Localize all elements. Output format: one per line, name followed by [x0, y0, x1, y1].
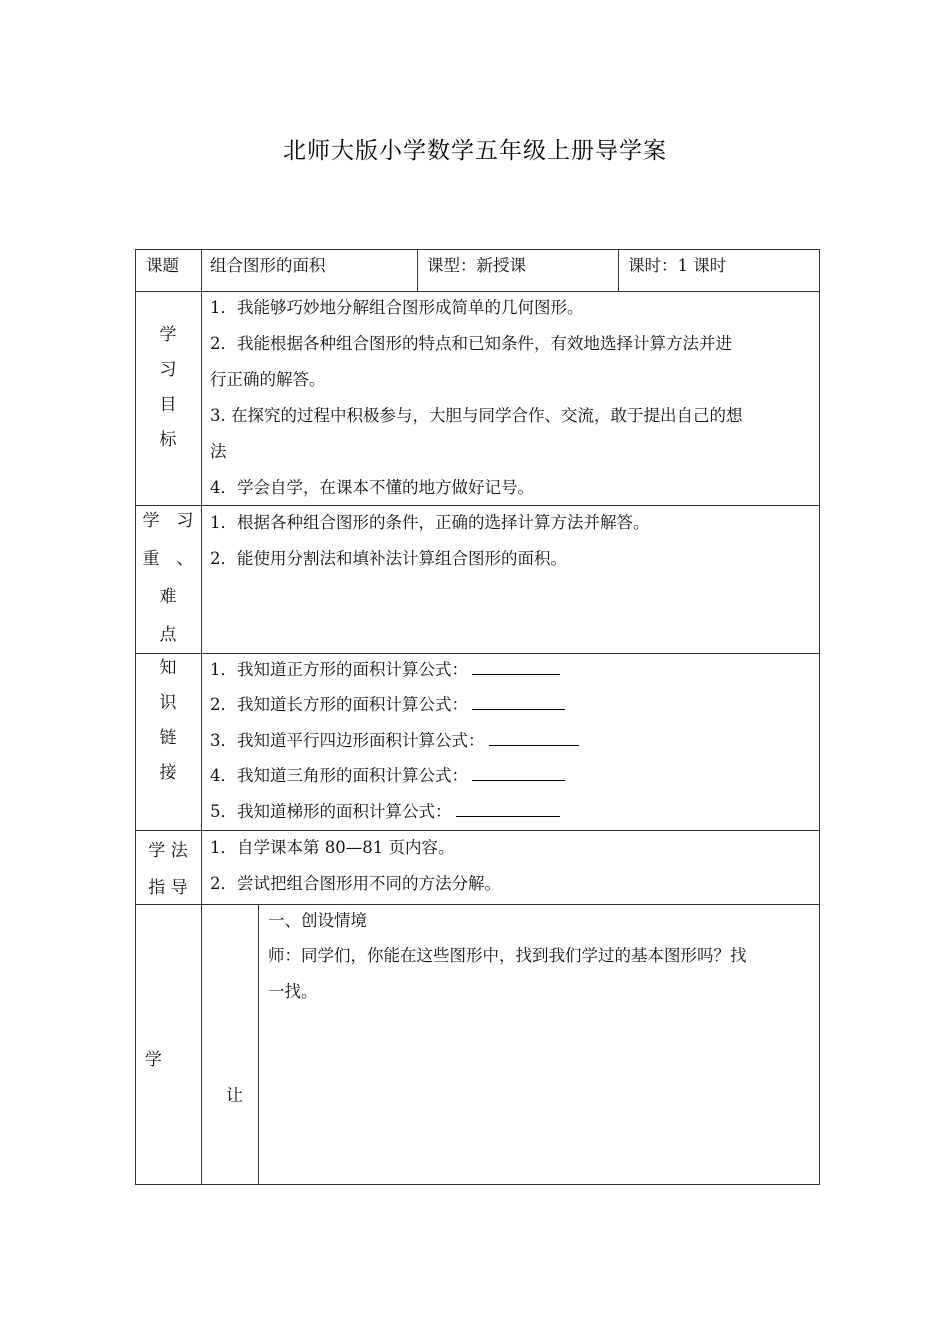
process-label: 学: [145, 1050, 162, 1070]
lesson-type: 课型：新授课: [427, 256, 526, 275]
key-points-label: 学 习 重 、 难 点: [142, 511, 194, 645]
objective-line: 1．我能够巧妙地分解组合图形成简单的几何图形。: [210, 298, 584, 317]
lesson-hours: 课时：1 课时: [628, 256, 727, 275]
table-rule: [135, 904, 820, 905]
answer-blank[interactable]: [472, 765, 565, 781]
objective-line: 法: [210, 442, 227, 461]
method-line: 1．自学课本第 80—81 页内容。: [210, 838, 455, 857]
objective-line: 2．我能根据各种组合图形的特点和已知条件，有效地选择计算方法并进: [210, 334, 732, 353]
answer-blank[interactable]: [472, 659, 560, 675]
knowledge-line: 3．我知道平行四边形面积计算公式：: [210, 727, 579, 751]
table-rule: [135, 830, 820, 831]
table-rule: [135, 505, 820, 506]
key-point-line: 1．根据各种组合图形的条件，正确的选择计算方法并解答。: [210, 513, 650, 532]
topic-value: 组合图形的面积: [210, 256, 326, 275]
objective-line: 3. 在探究的过程中积极参与，大胆与同学合作、交流，敢于提出自己的想: [210, 406, 743, 425]
topic-label: 课题: [146, 256, 179, 275]
table-column-divider: [618, 249, 619, 292]
table-rule: [135, 653, 820, 654]
table-rule: [135, 291, 820, 292]
table-border-top: [135, 249, 820, 250]
method-line: 2．尝试把组合图形用不同的方法分解。: [210, 874, 501, 893]
process-line: 一找。: [268, 982, 318, 1001]
knowledge-line: 4．我知道三角形的面积计算公式：: [210, 762, 565, 786]
knowledge-line: 2．我知道长方形的面积计算公式：: [210, 691, 565, 715]
answer-blank[interactable]: [472, 694, 565, 710]
table-border-bottom: [135, 1184, 820, 1185]
table-column-divider: [417, 249, 418, 292]
objective-line: 行正确的解答。: [210, 370, 326, 389]
knowledge-line: 5．我知道梯形的面积计算公式：: [210, 798, 560, 822]
document-title: 北师大版小学数学五年级上册导学案: [283, 138, 667, 164]
answer-blank[interactable]: [456, 801, 560, 817]
process-line: 一、创设情境: [268, 911, 367, 930]
process-line: 师：同学们，你能在这些图形中，找到我们学过的基本图形吗？找: [268, 946, 747, 965]
answer-blank[interactable]: [489, 730, 579, 746]
table-column-divider: [258, 904, 259, 1185]
table-column-divider: [201, 249, 202, 1185]
knowledge-label: 知 识 链 接: [159, 658, 177, 783]
table-border-right: [819, 249, 820, 1185]
objective-line: 4．学会自学，在课本不懂的地方做好记号。: [210, 478, 534, 497]
objectives-label: 学 习 目 标: [159, 325, 177, 450]
knowledge-line: 1．我知道正方形的面积计算公式：: [210, 656, 560, 680]
method-label: 学 法 指 导: [148, 841, 188, 898]
process-sub-label: 让: [226, 1086, 243, 1106]
key-point-line: 2．能使用分割法和填补法计算组合图形的面积。: [210, 549, 567, 568]
